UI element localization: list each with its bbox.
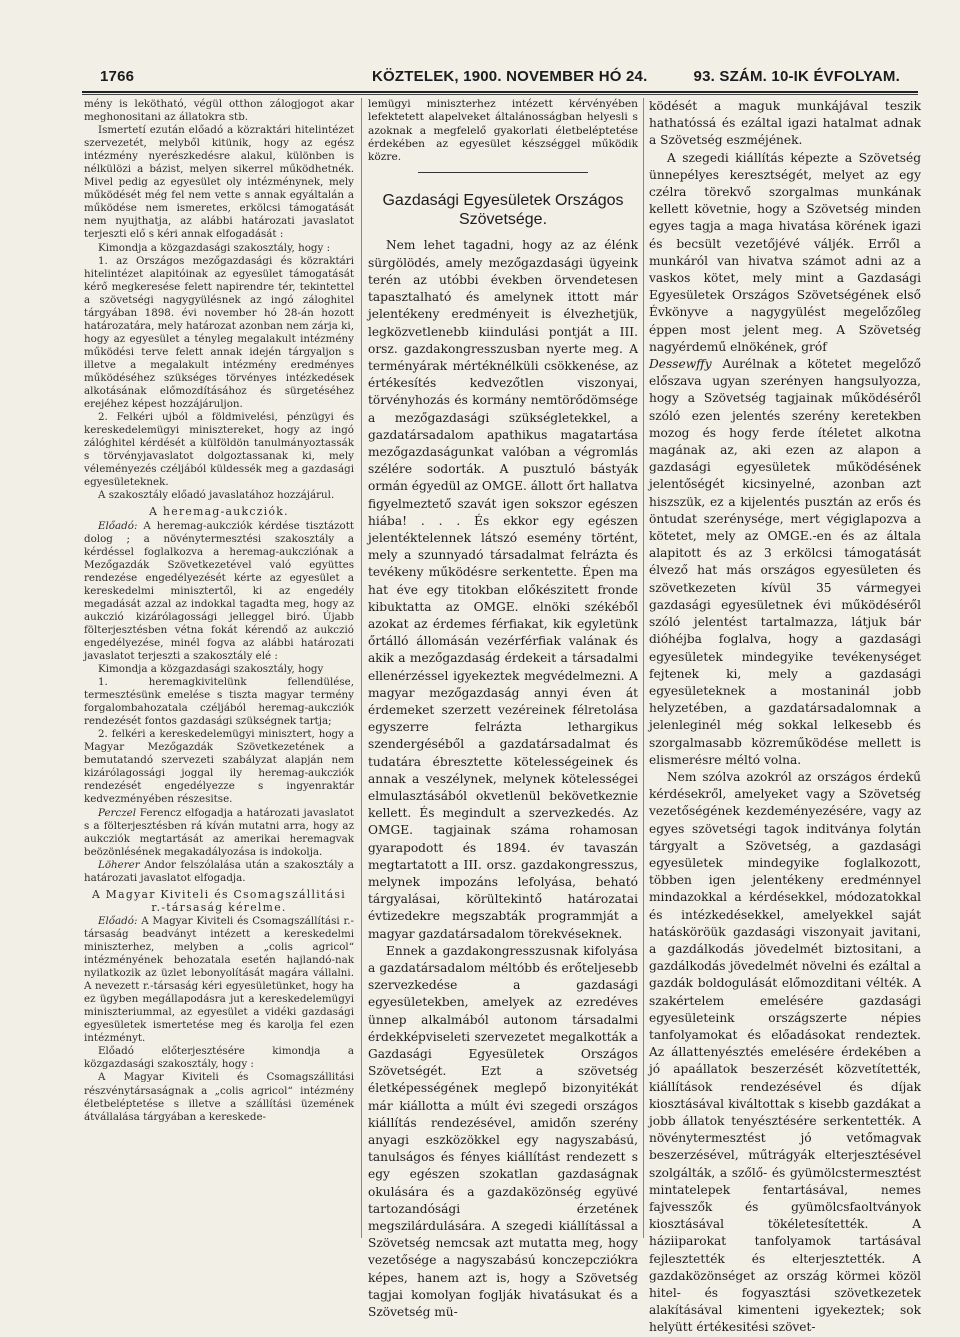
person-name: Dessewffy: [649, 357, 712, 372]
col3-paragraph: A szegedi kiállítás képezte a Szövetség ünnepélyes keresztségét, melyet az egy czélra törekvő szorgalmas munkának kellett követnie, hogy a Szövetség minden egyes tagja a maga hivatása körének igazi és becsült vezetőjévé váljék. Erről a munkáról van hivatva számot adni az a vaskos kötet, mely mint a Gazdasági Egyesületek Országos Szövetségének első Évkönyve a nagygyülést megelőzőleg éppen most jelent meg. A Szövetség nagyérdemű elnökének, gróf: [649, 150, 921, 354]
column-1: [84, 98, 354, 1248]
col1-subheading: A heremag-aukcziók.: [149, 505, 289, 519]
column-2: [368, 98, 638, 1320]
header-rule: [82, 91, 918, 93]
col1-paragraph: Előadó előterjesztésére kimondja a közgazdasági szakosztály, hogy :: [84, 1045, 354, 1071]
col3-paragraph: ködését a maguk munkájával teszik hathatóssá és ezáltal igazi hatalmat adnak a Szövetség eszméjének.: [649, 99, 921, 148]
col1-paragraph: Kimondja a közgazdasági szakosztály, hogy: [98, 663, 324, 676]
page-header: [100, 64, 900, 90]
column-divider-2: [643, 98, 644, 1238]
section-title-line-2: Szövetsége.: [458, 211, 548, 229]
speaker-name: Perczel: [98, 806, 137, 819]
col1-paragraph: 2. felkéri a kereskedelemügyi minisztert, hogy a Magyar Mezőgazdák Szövetkezetének a bemutatandó szervezeti szabályzat alapján nem kizárólagossági joggal ily heremag-aukcziók rendezését engedélyezze s ingyenraktár kedvezményében részesitse.: [84, 728, 354, 806]
col1-paragraph: 1. az Országos mezőgazdasági és közraktári hitelintézet alapitóinak az egyesület támogatását kérő megkeresése felett napirendre tér, tekintettel a szövetségi nagygyülésnek az ingó záloghitel tárgyában 1898. évi november hó 28-án hozott határozatára, mely határozat azonban nem zárja ki, hogy az egyesület a tényleg megalakult intézmény működési terve felett annak idején tárgyaljon s illetve a megalakult intézmény eredményes működéséhez szükséges törvényes intézkedések alkotásának előmozdításához és sürgetéséhez erejéhez képest hozzájáruljon.: [84, 254, 354, 411]
col3-paragraph: Dessewffy Aurélnak a kötetet megelőző előszava ugyan szerényen hangsulyozza, hogy a Szövetség tagjainak működéséről szóló ezen jelentés szerény keretekben mozog és hogy ferde ítéletet alkotna magának az, aki ezen az alapon a gazdasági egyesületek működésének jelentőségét kicsinyelné, azonban azt hiszszük, ez a kijelentés pusztán az erős és öntudat szerénysége, mert végiglapozva a kötetet, mely az OMGE.-en és az általa alapitott és az 3 erkölcsi támogatását élvező hat más országos egyesületen és szövetkezeten kívül 35 vármegyei gazdasági egyesületnek évi működéséről szóló jelentést tartalmazza, látjuk bár dióhéjba foglalva, hogy a gazdasági egyesületek mindegyike tevékenységet fejtenek ki, mely a gazdasági egyesületeknek a mostaninál jobb helyzetében, a gazdatársadalomnak a jelenleginél még sokkal lelkesebb és szorgalmasabb közreműködése mellett is elismerésre méltó volna.: [649, 357, 921, 767]
col1-paragraph: Ismertetí ezután előadó a közraktári hitelintézet szervezetét, melyből kitünik, hogy az egész intézmény nyerészkedésre alakul, különben is nélkülözi a bázist, melyen sikerrel működhetnék. Mivel pedig az egyesület oly intézménynek, mely működését még fel nem vette s annak egyáltalán a működése nem ismeretes, erkölcsi támogatását nem nyujthatja, az alábbi határozati javaslatot terjeszti elő s kéri annak elfogadását :: [84, 124, 354, 241]
col1-paragraph: Előadó: A heremag-aukcziók kérdése tisztázott dolog ; a növénytermesztési szakosztály a kérdéssel foglalkozva a heremag-aukcziónak a Mezőgazdák Szövetkezetével való együttes rendezése engedélyezését kérte az egyesület a kereskedelmi minisztertől, ki az engedély megadását azzal az indokkal tagadta meg, hogy az aukczió kizárólagossági jelleggel biró. Újabb fölterjesztésben vétna fokát kérendő az aukczió engedélyezése, minél fogva az alábbi határozati javaslatot terjeszti a szakosztály elé :: [84, 519, 354, 662]
col1-paragraph: A szakosztály előadó javaslatához hozzájárul.: [98, 489, 335, 502]
col2-paragraph: Ennek a gazdakongresszusnak kifolyása a gazdatársadalom méltóbb és erőteljesebb szervezkedése a gazdasági egyesületekben, amelyek az ezredéves ünnep alkalmából autonom társadalmi érdekképviseleti szervezetet megalkották a Gazdasági Egyesületek Országos Szövetségét. Ezt a szövetség életképességének meglepő bizonyitékát már kiállotta a múlt évi szegedi országos kiállítás rendezésével, amidőn szerény anyagi eszközökkel egy nagyszabású, tanulságos és fényes kiállítást rendezett s egy egészen szokatlan gazdaságnak okulására és a gazdaközönség együvé tartozandósági érzetének megszilárdulására. A szegedi kiállítással a Szövetség nemcsak azt mutatta meg, hogy vezetősége a nagyszabású konczepcziókra képes, hanem azt is, hogy a Szövetség tagjai komolyan foglják hivatásukat és a Szövetség mü-: [368, 943, 638, 1320]
column-divider-1: [361, 98, 362, 1238]
speaker-name: Löherer: [98, 858, 140, 871]
col2-paragraph: Nem lehet tagadni, hogy az az élénk sürgölödés, amely mezőgazdasági ügyeink terén az utóbbi években örvendetesen tapasztalható és amelynek ittott már jelentékeny eredményeit is élvezhetjük, legközvetlenebb kiindulási pontját a III. orsz. gazdakongresszusban nyerte meg. A terményárak mértéknélküli csökkenése, az értékesítés kedvezőtlen viszonyai, törvényhozás és kormány nemtörődömsége a mezőgazdasági szükségletekkel, a gazdatársadalom apathikus magatartása mezőgazdaságunkat valóban a végromlás szélére sodorták. A pusztuló bástyák ormán égyedül az OMGE. állott őrt hallatva figyelmeztető szavát igen sokszor egészen hiába! . . . És ekkor egy egészen jelentéktelennek látszó esemény történt, mely a szunnyadó társadalmat felrázta és tevékeny működésre serkentette. Épen ma hat éve egy titokban előkészitett fronde kibuktatta az OMGE. elnöki székéből azokat az érdemes férfiakat, kik egyletünk őrtálló állomásán vezérférfiak valának és akik a mezőgazdaság érdekeit a társadalmi ellenérzéssel igyekeztek megvédelmezni. A magyar mezőgazdaság annyi éven át érdemeket szerzett vezéreinek félretolása egyszerre felrázta lethargikus szendergéséből a gazdatársadalmat és tudatára ébresztette kötelességeinek és annak a veszélynek, melynek kötelességei elmulasztásából okvetlenül bekövetkeznie kellett. És megindult a szervezkedés. Az OMGE. tagjainak száma rohamosan gyarapodott és 1894. év tavaszán megtartatott a III. orsz. gazdakongresszus, melynek impozáns lefolyása, beható tárgyalásai, körültekintő határozatai évtizedekre megszabták programmját a magyar gazdatársadalom törekvéseknek.: [368, 238, 638, 941]
section-title: [368, 191, 638, 229]
section-title-line-1: Gazdasági Egyesületek Országos: [382, 192, 624, 210]
col1-paragraph: 1. heremagkivitelünk fellendülése, termesztésünk emelése s tiszta magyar termény forgalombahozatala czéljából heremag-aukcziók rendezését fontos gazdasági szükségnek tartja;: [84, 676, 354, 728]
section-rule: [418, 172, 588, 173]
col1-paragraph: mény is lekötható, végül otthon zálogjogot akar meghonositani az állatokra stb.: [84, 98, 354, 124]
col1-paragraph: Előadó: A Magyar Kiviteli és Csomagszállítási r.-társaság beadványt intézett a kereskedelmi miniszterhez, melyben a „colis agricol“ intézményének behozatala esetén hajlandó-nak nyilatkozik az üzlet lebonyolítását magára vállalni. A nevezett r.-társaság kéri egyesületünket, hogy ha ez ügyben megállapodásra jut a kereskedelemügyi miniszteriummal, az egyesület a vidéki gazdasági egyesületek ismertetése meg és karolja fel ezen intézményt.: [84, 914, 354, 1045]
col1-paragraph: Löherer Andor felszólalása után a szakosztály a határozati javaslatot elfogadja.: [84, 858, 354, 884]
speaker-name: Előadó:: [98, 914, 138, 927]
col3-paragraph: Nem szólva azokról az országos érdekű kérdésekről, amelyeket vagy a Szövetség vezetőségének kezdeményezésére, vagy az egyes szövetségi tagok inditványa folytán tárgyalt a Szövetség, a gazdasági egyesületek mindegyike foglalkozott, többen igen jelentékeny eredménnyel mindazokkal a kérdésekkel, módozatokkal és intézkedésekkel, amelyekkel saját hatásköröük gazdasági viszonyait javitani, a gazdálkodás jövedelmét biztositani, a gazdálkodás jövedelmét növelni és ezáltal a gazdák boldogulását előmozditani vélték. A szakértelem emelésére gazdasági egyesületeink országszerte népies tanfolyamokat és előadásokat rendeztek. Az állattenyésztés emelésére érdekében a jó apaállatok beszerzését közvetítették, kiállítások rendezésével és díjak kiosztásával kiváltottak s kisebb gazdákat a jobb állatok tenyésztésére serkentették. A növénytermesztést jó vetőmagvak beszerzésével, műtrágyák elterjesztésével szolgálták, a szőlő- és gyümölcstermesztést mintatelepek fentartásával, nemes fajvesszők és gyümölcsfaoltványok kiosztásával tökéletesítették. A háziiparokat tanfolyamok tartásával fejlesztették és elterjesztették. A gazdaközönséget az ország körmei közöl hitel- és fogyasztási szövetkezetek alakításával kimenteni igyekeztek; sok helyütt értékesitési szövet-: [649, 769, 921, 1335]
speaker-name: Előadó:: [98, 519, 138, 532]
issue-number: 93. SZÁM. 10-IK ÉVFOLYAM.: [693, 68, 900, 85]
col2-paragraph: lemügyi miniszterhez intézett kérvényében lefektetett alapelveket általánosságban helyesli s azoknak a megfelelő gyakorlati életbeléptetése érdekében az egyesület készséggel működik közre.: [368, 98, 638, 164]
col1-paragraph: Kimondja a közgazdasági szakosztály, hogy :: [98, 241, 331, 254]
col1-paragraph: 2. Felkéri ujból a földmivelési, pénzügyi és kereskedelemügyi minisztereket, hogy az ingó zálóghitel kérdését a külföldön tanulmányoztassák s törvényjavaslatot dolgoztassanak ki, mely véleményezés czéljából küldessék meg a gazdasági egyesületeknek.: [84, 411, 354, 489]
col1-subheading: A Magyar Kiviteli és Csomagszállitási r.-társaság kérelme.: [91, 887, 347, 914]
page-number: 1766: [100, 68, 135, 85]
column-3: [649, 98, 921, 1335]
col1-paragraph: Perczel Ferencz elfogadja a határozati javaslatot s a fölterjesztésben rá kíván mutatni arra, hogy az aukcziók megtartását az amerikai heremagvak beözönlésének megakadályozása is indokolja.: [84, 806, 354, 858]
journal-title-date: KÖZTELEK, 1900. NOVEMBER HÓ 24.: [372, 68, 648, 85]
col1-paragraph: A Magyar Kiviteli és Csomagszállitási részvénytársaságnak a „colis agricol“ intézmény életbeléptetése s illetve a szállítási üzemének átvállalása tárgyában a kereskede-: [84, 1071, 354, 1123]
header-rule-thin: [82, 94, 918, 95]
